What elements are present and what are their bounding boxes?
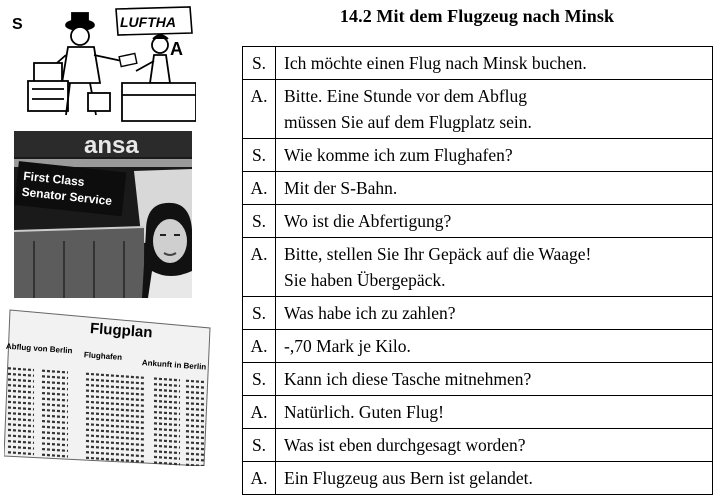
utterance-cell bbox=[276, 429, 713, 462]
utterance-line: Natürlich. Guten Flug! bbox=[284, 402, 444, 422]
departure-column-header: Abflug von Berlin bbox=[5, 341, 73, 356]
svg-text:Senator Service: Senator Service bbox=[21, 184, 113, 209]
speaker-cell: S. bbox=[243, 363, 276, 396]
dialogue-row bbox=[243, 363, 713, 396]
speaker-cell: S. bbox=[243, 205, 276, 238]
dialogue-row bbox=[243, 330, 713, 363]
utterance-cell bbox=[276, 297, 713, 330]
speaker-cell: A. bbox=[243, 80, 276, 139]
utterance-line: Ich möchte einen Flug nach Minsk buchen. bbox=[284, 53, 587, 73]
utterance-cell bbox=[276, 363, 713, 396]
svg-text:First Class: First Class bbox=[22, 168, 86, 190]
utterance-cell bbox=[276, 330, 713, 363]
dialogue-row bbox=[243, 396, 713, 429]
dialogue-row bbox=[243, 429, 713, 462]
lufthansa-sign bbox=[116, 7, 192, 35]
utterance-cell bbox=[276, 396, 713, 429]
utterance-cell bbox=[276, 139, 713, 172]
arrival-column-header: Ankunft in Berlin bbox=[141, 358, 207, 372]
utterance-cell bbox=[276, 238, 713, 297]
traveller-figure bbox=[28, 13, 122, 115]
utterance-cell bbox=[276, 172, 713, 205]
speaker-cell: A. bbox=[243, 462, 276, 495]
speaker-cell: A. bbox=[243, 396, 276, 429]
utterance-line: müssen Sie auf dem Flugplatz sein. bbox=[284, 112, 532, 132]
dialogue-row bbox=[243, 47, 713, 80]
dialogue-row bbox=[243, 205, 713, 238]
dialogue-table bbox=[242, 46, 713, 495]
speaker-cell: S. bbox=[243, 297, 276, 330]
speaker-cell: S. bbox=[243, 429, 276, 462]
dialogue-row bbox=[243, 238, 713, 297]
utterance-cell bbox=[276, 80, 713, 139]
page-title: 14.2 Mit dem Flugzeug nach Minsk bbox=[339, 6, 615, 26]
speaker-cell: S. bbox=[243, 139, 276, 172]
speaker-cell: A. bbox=[243, 330, 276, 363]
utterance-line: Ein Flugzeug aus Bern ist gelandet. bbox=[284, 468, 533, 488]
utterance-line: Bitte. Eine Stunde vor dem Abflug bbox=[284, 86, 528, 106]
utterance-line: Bitte, stellen Sie Ihr Gepäck auf die Waage! bbox=[284, 244, 592, 264]
dialogue-row bbox=[243, 139, 713, 172]
woman-portrait bbox=[142, 203, 192, 298]
utterance-line: Wie komme ich zum Flughafen? bbox=[284, 145, 513, 165]
speaker-s-label: S bbox=[12, 16, 23, 33]
dialogue-row bbox=[243, 80, 713, 139]
utterance-line: Wo ist die Abfertigung? bbox=[284, 211, 452, 231]
svg-text:LUFTHA: LUFTHA bbox=[120, 14, 176, 30]
first-class-sign-photo bbox=[14, 131, 192, 298]
utterance-cell bbox=[276, 47, 713, 80]
speaker-cell: S. bbox=[243, 47, 276, 80]
dialogue-row bbox=[243, 172, 713, 205]
utterance-line: Kann ich diese Tasche mitnehmen? bbox=[284, 369, 532, 389]
utterance-line: Was habe ich zu zahlen? bbox=[284, 303, 456, 323]
flight-schedule-photo bbox=[4, 306, 212, 466]
counter-illustration bbox=[10, 3, 196, 123]
utterance-line: Sie haben Übergepäck. bbox=[284, 270, 446, 290]
dialogue-row bbox=[243, 462, 713, 495]
speaker-a-label: A bbox=[170, 39, 183, 59]
utterance-line: -,70 Mark je Kilo. bbox=[284, 336, 411, 356]
airport-column-header: Flughafen bbox=[83, 350, 123, 362]
dialogue-row bbox=[243, 297, 713, 330]
utterance-cell bbox=[276, 462, 713, 495]
speaker-cell: A. bbox=[243, 238, 276, 297]
utterance-line: Mit der S-Bahn. bbox=[284, 178, 398, 198]
agent-figure bbox=[122, 35, 196, 121]
utterance-cell bbox=[276, 205, 713, 238]
banner-text: ansa bbox=[84, 132, 139, 159]
utterance-line: Was ist eben durchgesagt worden? bbox=[284, 435, 526, 455]
flugplan-title: Flugplan bbox=[89, 320, 154, 342]
speaker-cell: A. bbox=[243, 172, 276, 205]
